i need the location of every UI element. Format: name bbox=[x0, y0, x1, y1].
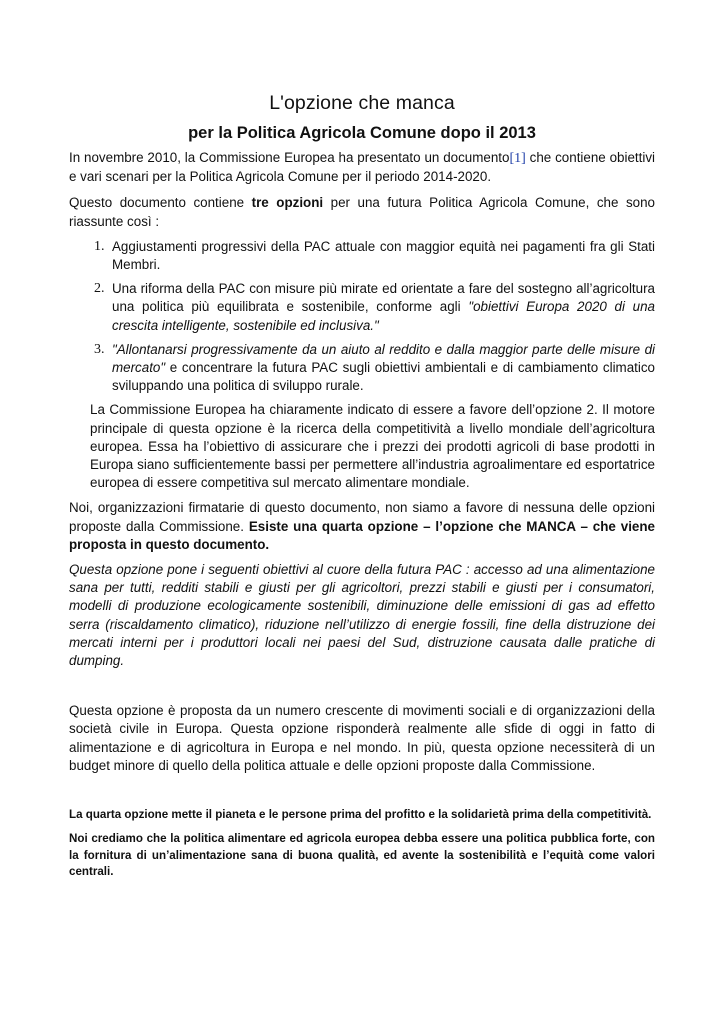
option-number-1: 1. bbox=[94, 238, 105, 254]
document-title: L'opzione che manca bbox=[269, 92, 455, 114]
conclusion-paragraph-1: La quarta opzione mette il pianeta e le persone prima del profitto e la solidarietà prima della competitività. bbox=[69, 808, 652, 822]
options-intro-after: per una futura Politica Agricola Comune, che sono riassunte così : bbox=[69, 195, 655, 229]
document-subtitle: per la Politica Agricola Comune dopo il 2013 bbox=[188, 124, 536, 142]
options-intro-bold: tre opzioni bbox=[251, 195, 324, 211]
option-item-2 bbox=[69, 280, 655, 335]
option-text-1: Aggiustamenti progressivi della PAC attuale con maggior equità nei pagamenti fra gli Stati Membri. bbox=[112, 238, 655, 273]
option-italic-3: "Allontanarsi progressivamente da un aiuto al reddito e dalla maggior parte delle misure di mercato" bbox=[112, 341, 655, 376]
option-number-3: 3. bbox=[94, 341, 105, 357]
option-number-2: 2. bbox=[94, 281, 105, 297]
options-intro-paragraph bbox=[69, 194, 655, 230]
option-item-3 bbox=[69, 341, 655, 396]
objectives-paragraph: Questa opzione pone i seguenti obiettivi al cuore della futura PAC : accesso ad una alimentazione sana per tutti, redditi stabili e giusti per gli agricoltori, prezzi stabili e giusti per i consumatori, modelli di produzione ecologicamente sostenibili, diminuzione delle emissioni di gas ad effetto serra (riscaldamento climatico), riduzione nell’utilizzo di energie fossili, fine della distruzione dei mercati interni per i produttori locali nei paesi del Sud, distruzione causata dalle pratiche di dumping. bbox=[69, 562, 655, 669]
fourth-option-paragraph bbox=[69, 499, 655, 554]
footnote-reference-link[interactable]: [1] bbox=[509, 151, 526, 166]
conclusion-paragraph-2: Noi crediamo che la politica alimentare ed agricola europea debba essere una politica pubblica forte, con la fornitura di un’alimentazione sana di buona qualità, ed avente la sostenibilità e l’equità come valori centrali. bbox=[69, 831, 655, 879]
document-page bbox=[69, 92, 655, 881]
option-text-2: Una riforma della PAC con misure più mirate ed orientate a fare del sostegno all’agricoltura una politica più equilibrata e sostenibile, conforme agli bbox=[112, 281, 655, 315]
intro-paragraph bbox=[69, 149, 655, 186]
proposal-paragraph: Questa opzione è proposta da un numero crescente di movimenti sociali e di organizzazioni della società civile in Europa. Questa opzione risponderà realmente alle sfide di oggi in fatto di alimentazione e di agricoltura in Europa e nel mondo. In più, questa opzione necessiterà di un budget minore di quello della politica attuale e delle opzioni proposte dalla Commissione. bbox=[69, 703, 655, 773]
fourth-option-normal: Noi, organizzazioni firmatarie di questo documento, non siamo a favore di nessuna delle opzioni proposte dalla Commissione. bbox=[69, 500, 655, 534]
options-intro-before: Questo documento contiene bbox=[69, 195, 252, 211]
intro-text-before-ref: In novembre 2010, la Commissione Europea ha presentato un documento bbox=[69, 150, 510, 165]
option-text-3: e concentrare la futura PAC sugli obiettivi ambientali e di cambiamento climatico sviluppando una politica di sviluppo rurale. bbox=[112, 360, 655, 394]
option-item-1 bbox=[69, 238, 655, 274]
options-list bbox=[69, 238, 655, 396]
commission-paragraph: La Commissione Europea ha chiaramente indicato di essere a favore dell’opzione 2. Il motore principale di questa opzione è la ricerca della competitività a livello mondiale dell’agricoltura europea. Essa ha l’obiettivo di assicurare che i prezzi dei prodotti agricoli di base prodotti in Europa siano sufficientemente bassi per permettere all’industria agroalimentare ed esportatrice europea di essere competitiva sul mercato alimentare mondiale. bbox=[90, 402, 655, 491]
option-italic-2: "obiettivi Europa 2020 di una crescita intelligente, sostenibile ed inclusiva." bbox=[112, 299, 655, 333]
fourth-option-bold: Esiste una quarta opzione – l’opzione che MANCA – che viene proposta in questo documento. bbox=[69, 518, 655, 552]
intro-text-after-ref: che contiene obiettivi e vari scenari per la Politica Agricola Comune per il periodo 2014-2020. bbox=[69, 150, 656, 185]
